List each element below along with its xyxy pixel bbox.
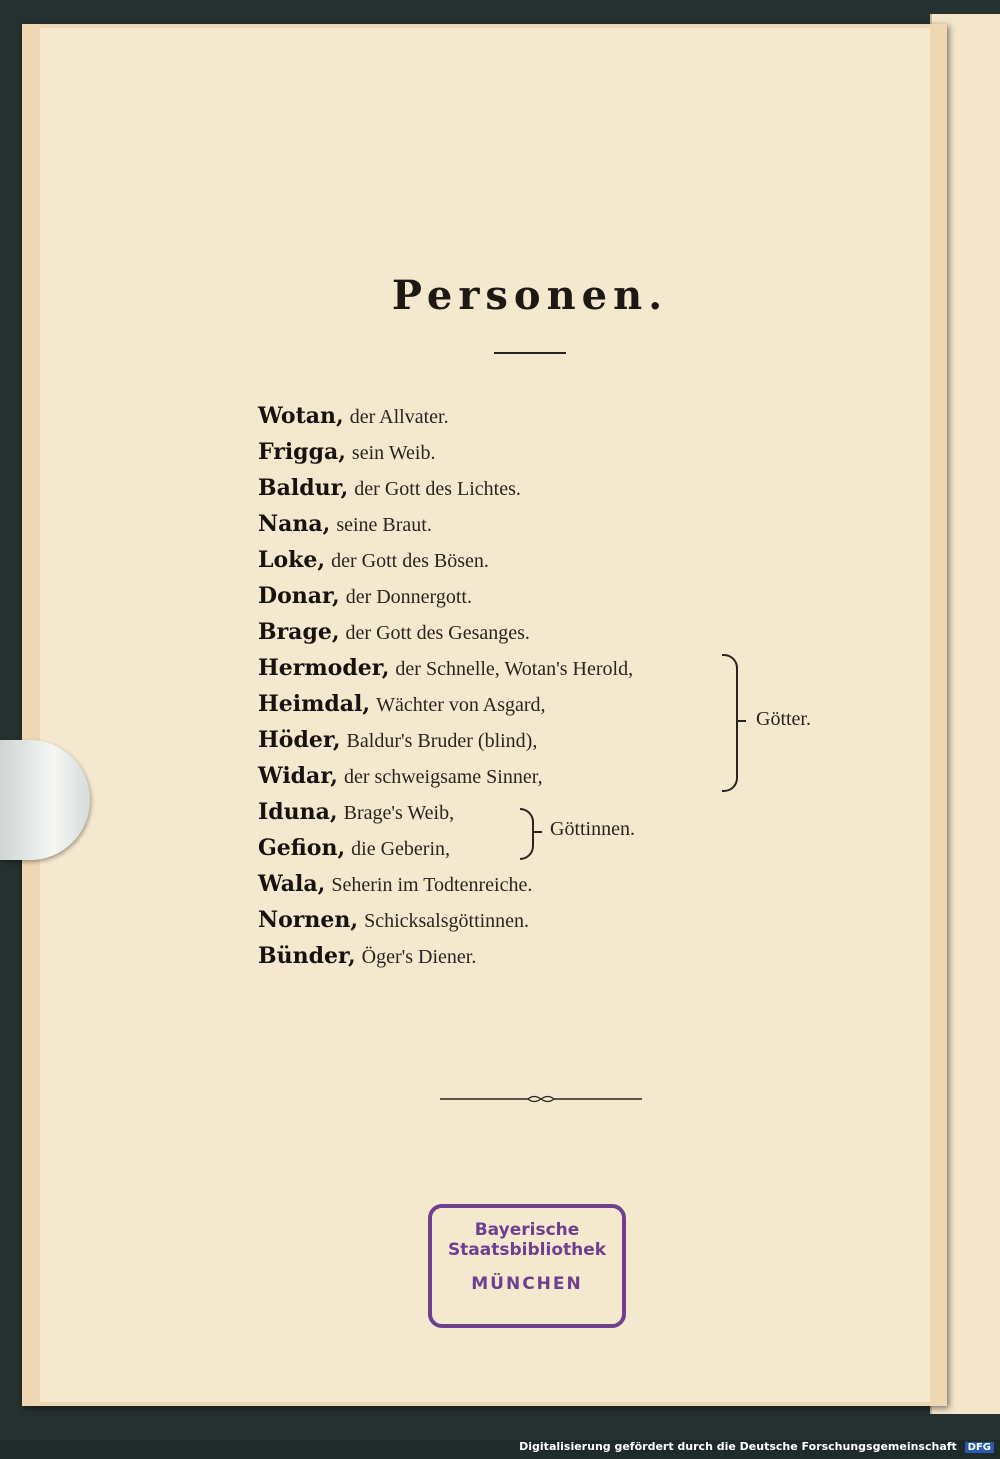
list-item xyxy=(258,470,778,506)
gods-label: Götter. xyxy=(756,708,811,730)
character-description: sein Weib. xyxy=(351,442,436,464)
digitization-credit xyxy=(519,1440,994,1456)
list-item xyxy=(258,686,778,722)
list-item xyxy=(258,722,778,758)
character-description: die Geberin, xyxy=(351,838,451,860)
character-name: Wala, xyxy=(258,871,326,897)
character-description: Brage's Weib, xyxy=(343,802,455,824)
stamp-line-3: MÜNCHEN xyxy=(471,1274,583,1294)
gods-brace-tip xyxy=(736,720,746,722)
list-item xyxy=(258,650,778,686)
character-name: Baldur, xyxy=(258,475,349,501)
character-description: der Gott des Lichtes. xyxy=(354,478,521,500)
character-name: Hermoder, xyxy=(258,655,390,681)
stamp-line-2: Staatsbibliothek xyxy=(447,1240,607,1260)
character-description: Seherin im Todtenreiche. xyxy=(331,874,533,896)
character-name: Bünder, xyxy=(258,943,356,969)
character-name: Brage, xyxy=(258,619,340,645)
list-item xyxy=(258,830,778,866)
character-name: Donar, xyxy=(258,583,340,609)
list-item xyxy=(258,542,778,578)
goddesses-brace xyxy=(520,808,534,860)
character-name: Höder, xyxy=(258,727,341,753)
ornament-divider xyxy=(440,1094,642,1104)
list-item xyxy=(258,938,778,974)
list-item xyxy=(258,398,778,434)
page-title: Personen. xyxy=(391,272,669,319)
library-stamp xyxy=(428,1204,626,1328)
character-name: Nana, xyxy=(258,511,331,537)
character-name: Wotan, xyxy=(258,403,344,429)
character-name: Widar, xyxy=(258,763,338,789)
character-description: der Gott des Gesanges. xyxy=(345,622,530,644)
character-description: der schweigsame Sinner, xyxy=(344,766,543,788)
character-description: Schicksalsgöttinnen. xyxy=(364,910,530,932)
goddesses-label: Göttinnen. xyxy=(550,818,635,840)
title-rule xyxy=(494,352,566,354)
character-description: der Schnelle, Wotan's Herold, xyxy=(395,658,634,680)
character-description: Baldur's Bruder (blind), xyxy=(346,730,538,752)
character-description: der Allvater. xyxy=(349,406,449,428)
character-description: seine Braut. xyxy=(336,514,432,536)
character-name: Loke, xyxy=(258,547,326,573)
list-item xyxy=(258,434,778,470)
character-name: Iduna, xyxy=(258,799,338,825)
character-list xyxy=(258,398,778,974)
list-item xyxy=(258,758,778,794)
character-description: Öger's Diener. xyxy=(361,946,477,968)
credit-text: Digitalisierung gefördert durch die Deutsche Forschungsgemeinschaft xyxy=(519,1440,957,1453)
list-item xyxy=(258,794,778,830)
list-item xyxy=(258,506,778,542)
list-item xyxy=(258,902,778,938)
character-description: der Gott des Bösen. xyxy=(331,550,489,572)
character-name: Nornen, xyxy=(258,907,359,933)
list-item xyxy=(258,866,778,902)
list-item xyxy=(258,614,778,650)
character-name: Frigga, xyxy=(258,439,346,465)
gods-brace xyxy=(722,654,738,792)
dfg-logo: DFG xyxy=(965,1442,994,1453)
character-description: der Donnergott. xyxy=(345,586,472,608)
character-name: Heimdal, xyxy=(258,691,371,717)
goddesses-brace-tip xyxy=(532,831,542,833)
stamp-line-1: Bayerische xyxy=(474,1220,580,1240)
list-item xyxy=(258,578,778,614)
character-name: Gefion, xyxy=(258,835,346,861)
character-description: Wächter von Asgard, xyxy=(376,694,546,716)
